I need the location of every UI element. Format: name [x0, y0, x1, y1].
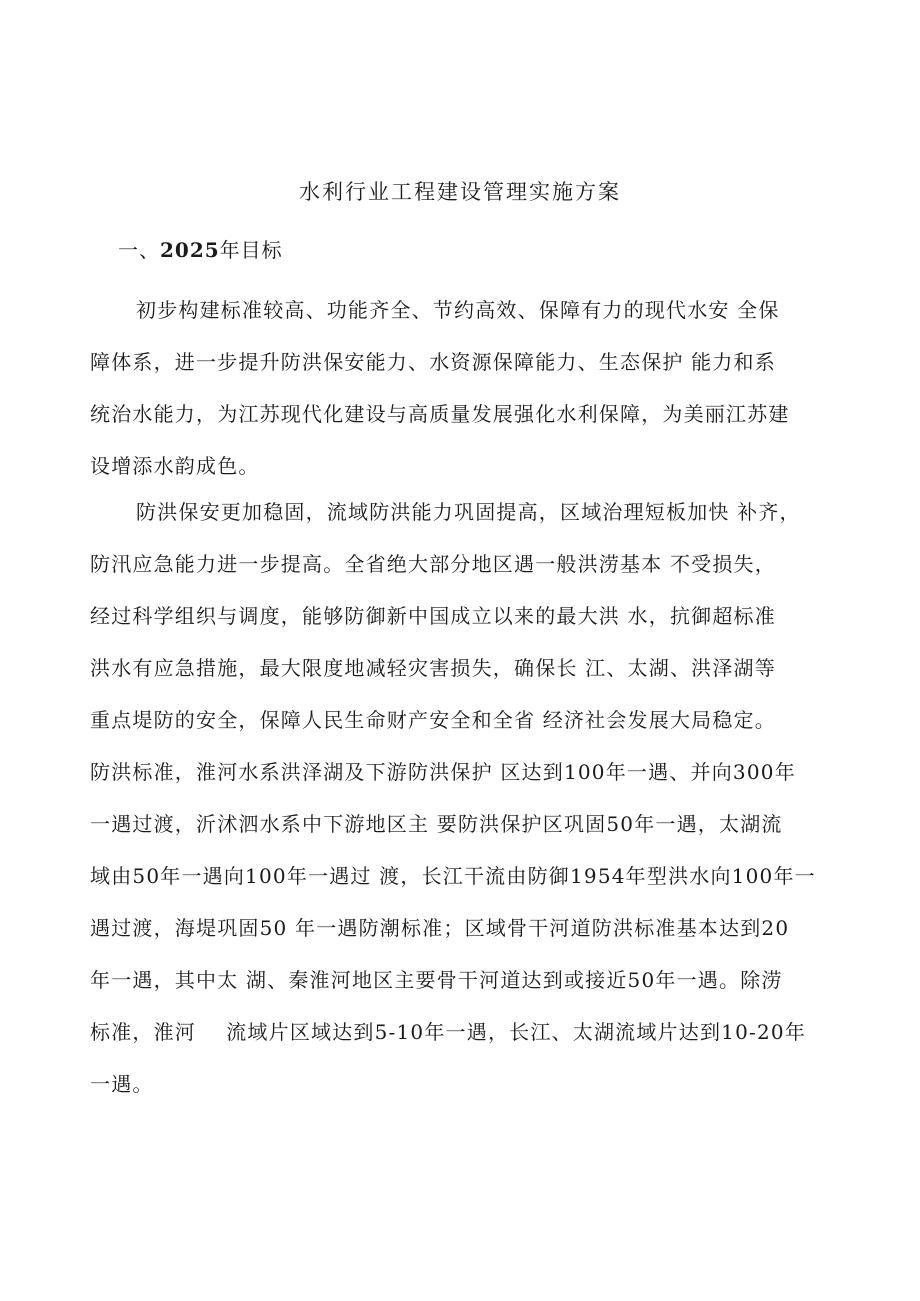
paragraph-line: 障体系，进一步提升防洪保安能力、水资源保障能力、生态保护 能力和系	[90, 350, 776, 374]
paragraph-line: 洪水有应急措施，最大限度地减轻灾害损失，确保长 江、太湖、洪泽湖等	[90, 656, 776, 680]
paragraph-line: 一遇过渡，沂沭泗水系中下游地区主 要防洪保护区巩固50年一遇，太湖流	[90, 812, 783, 836]
paragraph-1	[90, 284, 850, 492]
paragraph-line: 年一遇，其中太 湖、秦淮河地区主要骨干河道达到或接近50年一遇。除涝	[90, 968, 783, 992]
paragraph-line: 重点堤防的安全，保障人民生命财产安全和全省 经济社会发展大局稳定。	[90, 708, 776, 732]
section-heading-suffix: 年目标	[219, 238, 283, 262]
paragraph-line: 防汛应急能力进一步提高。全省绝大部分地区遇一般洪涝基本 不受损失，	[90, 552, 776, 576]
paragraph-line: 防洪标准，淮河水系洪泽湖及下游防洪保护 区达到100年一遇、并向300年	[90, 760, 796, 784]
section-heading-year: 2025	[160, 238, 220, 262]
section-heading	[118, 234, 283, 266]
paragraph-line: 域由50年一遇向100年一遇过 渡，长江干流由防御1954年型洪水向100年一	[90, 864, 816, 888]
paragraph-line: 遇过渡，海堤巩固50 年一遇防潮标准；区域骨干河道防洪标准基本达到20	[90, 916, 790, 940]
paragraph-line: 设增添水韵成色。	[90, 454, 260, 478]
paragraph-line: 标准，淮河 流域片区域达到5-10年一遇，长江、太湖流域片达到10-20年	[90, 1020, 807, 1044]
paragraph-line: 经过科学组织与调度，能够防御新中国成立以来的最大洪 水，抗御超标准	[90, 604, 776, 628]
paragraph-line: 防洪保安更加稳固，流域防洪能力巩固提高，区域治理短板加快 补齐，	[136, 500, 801, 524]
paragraph-line: 初步构建标准较高、功能齐全、节约高效、保障有力的现代水安 全保	[136, 298, 780, 322]
paragraph-line: 统治水能力，为江苏现代化建设与高质量发展强化水利保障，为美丽江苏建	[90, 402, 790, 426]
paragraph-2	[90, 486, 850, 1110]
paragraph-line: 一遇。	[90, 1072, 154, 1096]
section-heading-prefix: 一、	[118, 238, 160, 262]
document-title: 水利行业工程建设管理实施方案	[299, 180, 621, 204]
